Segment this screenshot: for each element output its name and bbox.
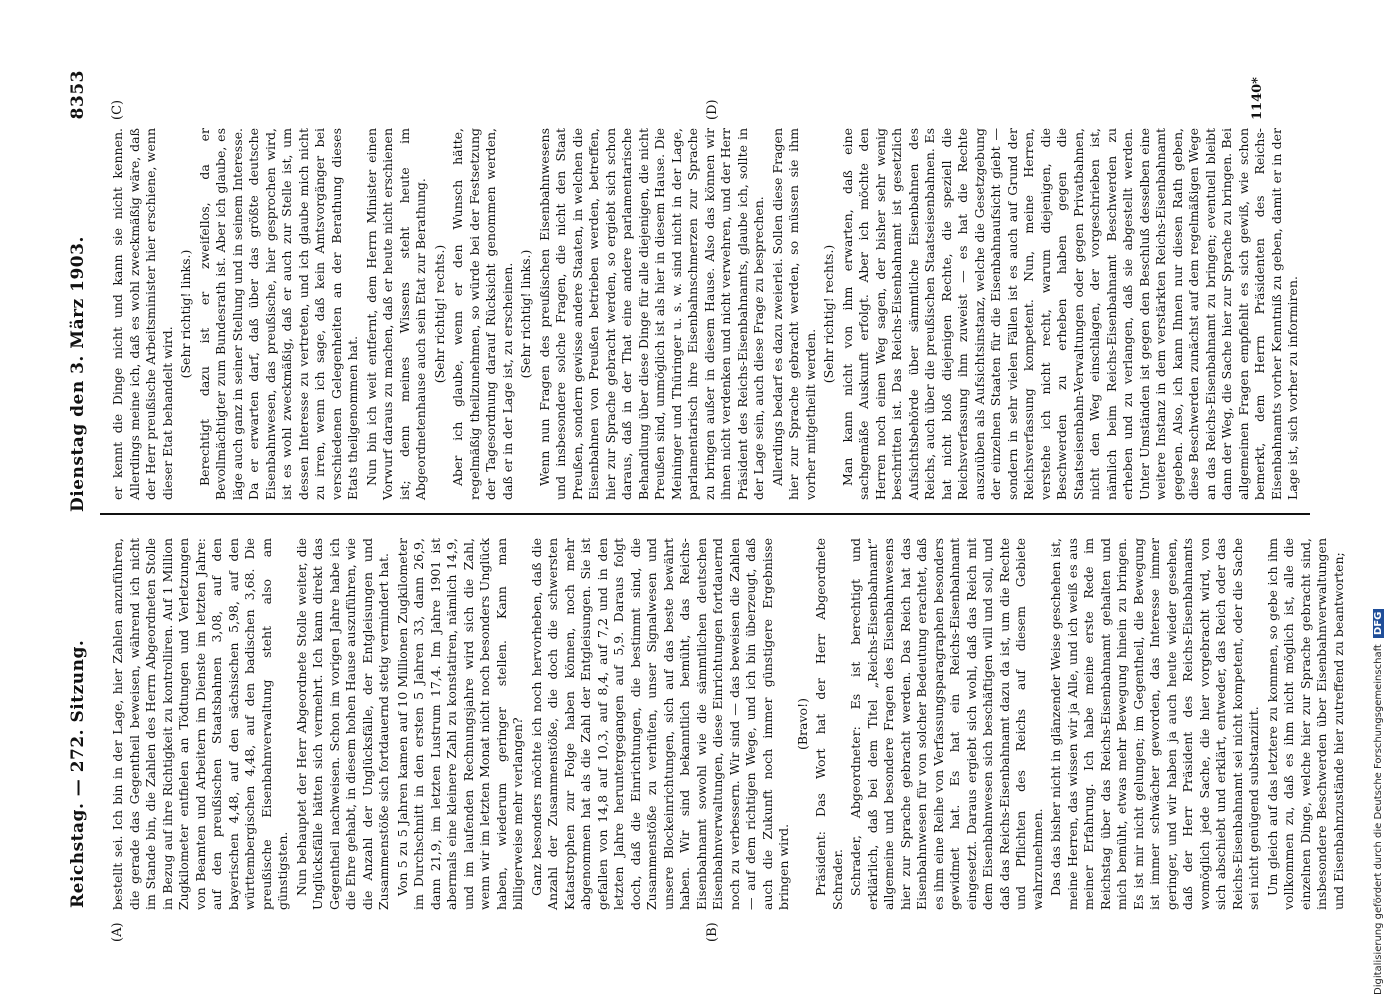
sheet-number: 1140* — [1250, 77, 1265, 120]
paragraph: Man kann nicht von ihm erwarten, daß eine sachgemäße Auskunft erfolgt. Aber ich möchte den Herren noch einen Weg sagen, der bisher sehr wenig beschritten ist. Das Reichs-Eisenbahnamt ist gesetzlich Aufsichtsbehörde über sämmtliche Eisenbahnen des Reichs, auch über die preußischen Staatseisenbahnen. Es hat nicht bloß diejenigen Rechte, die speziell die Reichsverfassung ihm zuweist — es hat die Rechte auszuüben als Aufsichtsinstanz, welche die Gesetzgebung der einzelnen Staaten für die Eisenbahnaufsicht giebt — sondern in sehr vielen Fällen ist es auch auf Grund der Reichsverfassung kompetent. Nun, meine Herren, verstehe ich nicht recht, warum diejenigen, die Beschwerden zu erheben haben gegen die Staatseisenbahn-Verwaltungen oder gegen Privatbahnen, nicht den Weg einschlagen, der vorgeschrieben ist, nämlich beim Reichs-Eisenbahnamt Beschwerden zu erheben und zu verlangen, daß sie abgestellt werden. Unter Umständen ist gegen den Beschluß desselben eine weitere Instanz in dem verstärkten Reichs-Eisenbahnamt gegeben. Also, ich kann Ihnen nur diesen Rath geben, diese Beschwerden zunächst auf dem regelmäßigen Wege an das Reichs-Eisenbahnamt zu bringen; eventuell bleibt dann der Weg, die Sache hier zur Sprache zu bringen. Bei allgemeinen Fragen empfiehlt es sich gewiß, wie schon bemerkt, dem Herrn Präsidenten des Reichs-Eisenbahnamts vorher Kenntniß zu geben, damit er in der Lage ist, sich vorher zu informiren. — [839, 128, 1300, 500]
paragraph: Präsident: Das Wort hat der Herr Abgeordnete Schrader. — [813, 538, 845, 910]
right-column — [110, 128, 1304, 500]
margin-marker-b: (B) — [705, 922, 720, 942]
interjection: (Sehr richtig! rechts.) — [821, 244, 836, 384]
paragraph: Um gleich auf das letztere zu kommen, so gebe ich ihm vollkommen zu, daß es ihm nicht möglich ist, alle die einzelnen Dinge, welche hier zur Sprache gebracht sind, insbesondere Beschwerden über Eisenbahnverwaltungen und Eisenbahnzustände hier zutreffend zu beantworten; — [1264, 538, 1346, 910]
header-left: Reichstag. — 272. Sitzung. — [68, 639, 88, 908]
interjection: (Sehr richtig! rechts.) — [431, 244, 447, 384]
paragraph: Wenn nun Fragen des preußischen Eisenbahnwesens und insbesondere solche Fragen, die nicht den Staat Preußen, sondern gewisse andere Staaten, in welchen die Eisenbahnen von Preußen betrieben werden, betreffen, hier zur Sprache gebracht werden, so ergiebt sich schon daraus, daß in der That eine andere parlamentarische Behandlung über diese Dinge für alle diejenigen, die nicht Preußen sind, unmöglich ist als hier in diesem Hause. Die Meininger und Thüringer u. s. w. sind nicht in der Lage, parlamentarisch ihre Eisenbahnschmerzen zur Sprache zu bringen außer in diesem Hause. Also das können wir ihnen nicht verdenken und nicht verwehren, und der Herr Präsident des Reichs-Eisenbahnamts, glaube ich, sollte in der Lage sein, auch diese Frage zu besprechen. — [536, 128, 766, 500]
interjection: (Sehr richtig! links.) — [518, 249, 533, 379]
paragraph: Nun bin ich weit entfernt, dem Herrn Minister einen Vorwurf daraus zu machen, daß er heute nicht erschienen ist; denn meines Wissens steht heute im Abgeordnetenhause auch sein Etat zur Berathung. — [363, 128, 428, 500]
credit-text: Digitalisierung gefördert durch die Deutsche Forschungsgemeinschaft — [1373, 644, 1384, 995]
margin-marker-a: (A) — [110, 922, 125, 942]
paragraph: Das das bisher nicht in glänzender Weise geschehen ist, meine Herren, das wissen wir ja Alle, und ich weiß es aus meiner Erfahrung. Ich habe meine erste Rede im Reichstag über das Reichs-Eisenbahnamt gehalten und mich bemüht, etwas mehr Bewegung hinein zu bringen. Es ist mir nicht gelungen; im Gegentheil, die Bewegung ist immer schwächer geworden, das Interesse immer geringer, und wir haben ja auch heute wieder gesehen, daß der Herr Präsident des Reichs-Eisenbahnamts womöglich jede Sache, die hier vorgebracht wird, von sich abschiebt und erklärt, entweder, das Reich oder das Reichs-Eisenbahnamt sei nicht kompetent, oder die Sache sei nicht genügend substanziirt. — [1048, 538, 1261, 910]
paragraph: Ganz besonders möchte ich noch hervorheben, daß die Anzahl der Zusammenstöße, die doch die schwersten Katastrophen zur Folge haben können, noch mehr abgenommen hat als die Zahl der Entgleisungen. Sie ist gefallen von 14,8 auf 10,3, auf 8,4, auf 7,2 und in den letzten Jahre heruntergegangen auf 5,9. Daraus folgt doch, daß die Einrichtungen, die bestimmt sind, die Zusammenstöße zu verhüten, unser Signalwesen und unsere Blockeinrichtungen, sich auf das beste bewährt haben. Wir sind bekanntlich bemüht, das Reichs-Eisenbahnamt sowohl wie die sämmtlichen deutschen Eisenbahnverwaltungen, diese Einrichtungen fortdauernd noch zu verbessern. Wir sind — das beweisen die Zahlen — auf dem richtigen Wege, und ich bin überzeugt, daß auch die Zukunft noch immer günstigere Ergebnisse bringen wird. — [528, 538, 791, 910]
margin-marker-d: (D) — [705, 99, 720, 120]
paragraph: Von 5 zu 5 Jahren kamen auf 10 Millionen Zugkilometer im Durchschnitt in den ersten 5 Jahren 33, dann 26,9, dann 21,9, im letzten Lustrum 17,4. Im Jahre 1901 ist abermals eine kleinere Zahl zu konstatiren, nämlich 14,9, und im laufenden Rechnungsjahre wird sich die Zahl, wenn wir im letzten Monat nicht noch besonders Unglück haben, wiederum geringer stellen. Kann man billigerweise mehr verlangen? — [394, 538, 525, 910]
paragraph: er kennt die Dinge nicht und kann sie nicht kennen. Allerdings meine ich, daß es wohl zweckmäßig wäre, daß der Herr preußische Arbeitsminister hier erschiene, wenn dieser Etat behandelt wird. — [110, 128, 175, 500]
paragraph: Allerdings bedarf es dazu zweierlei. Sollen diese Fragen hier zur Sprache gebracht werden, so müssen sie ihm vorher mitgetheilt werden. — [769, 128, 818, 500]
paragraph: Schrader, Abgeordneter: Es ist berechtigt und erklärlich, daß bei dem Titel „Reichs-Eisenbahnamt“ allgemeine und besondere Fragen des Eisenbahnwesens hier zur Sprache gebracht werden. Das Reich hat das Eisenbahnwesen für von solcher Bedeutung erachtet, daß es ihm eine Reihe von Verfassungsparagraphen besonders gewidmet hat. Es hat ein Reichs-Eisenbahnamt eingesetzt. Daraus ergiebt sich wohl, daß das Reich mit dem Eisenbahnwesen sich beschäftigen will und soll, und daß das Reichs-Eisenbahnamt dazu da ist, um die Rechte und Pflichten des Reichs auf diesem Gebiete wahrzunehmen. — [848, 538, 1045, 910]
digitization-credit — [1371, 10, 1395, 995]
paragraph: Berechtigt dazu ist er zweifellos, da er Bevollmächtigter zum Bundesrath ist. Aber ich glaube, es läge auch ganz in seiner Stellung und in seinem Interesse. Da er erwarten darf, daß über das größte deutsche Eisenbahnwesen, das preußische, hier gesprochen wird, ist es wohl zweckmäßig, daß er auch zur Stelle ist, um dessen Interesse zu vertreten, und ich glaube mich nicht zu irren, wenn ich sage, daß kein Amtsvorgänger bei verschiedenen Gelegenheiten an der Berathung dieses Etats theilgenommen hat. — [196, 128, 360, 500]
interjection: (Bravo!) — [794, 698, 810, 750]
paragraph: Aber ich glaube, wenn er den Wunsch hätte, regelmäßig theilzunehmen, so würde bei der Festsetzung der Tagesordnung darauf Rücksicht genommen werden, daß er in der Lage ist, zu erscheinen. — [450, 128, 515, 500]
dfg-logo: DFG — [1373, 609, 1384, 638]
paragraph: Nun behauptet der Herr Abgeordnete Stolle weiter, die Unglücksfälle hätten sich vermehrt. Ich kann direkt das Gegentheil nachweisen. Schon im vorigen Jahre habe ich die Ehre gehabt, in diesem hohen Hause auszuführen, wie die Anzahl der Unglücksfälle, der Entgleisungen und Zusammenstöße sich fortdauernd stetig vermindert hat. — [293, 538, 391, 910]
interjection: (Sehr richtig! links.) — [178, 249, 193, 379]
page-header — [68, 70, 108, 930]
column-divider — [100, 513, 1310, 515]
paragraph: bestellt sei. Ich bin in der Lage, hier Zahlen anzuführen, die gerade das Gegentheil beweisen, während ich nicht im Stande bin, die Zahlen des Herrn Abgeordneten Stolle in Bezug auf ihre Richtigkeit zu kontrolliren. Auf 1 Million Zugkilometer entfielen an Tödtungen und Verletzungen von Beamten und Arbeitern im Dienste im letzten Jahre: auf den preußischen Staatsbahnen 3,08, auf den bayerischen 4,48, auf den sächsischen 5,98, auf den württembergischen 4,48, auf den badischen 3,68. Die preußische Eisenbahnverwaltung steht also am günstigsten. — [110, 538, 290, 910]
header-date: Dienstag den 3. März 1903. — [68, 236, 88, 512]
page-number: 8353 — [68, 70, 88, 120]
left-column — [110, 538, 1349, 910]
margin-marker-c: (C) — [110, 99, 125, 120]
